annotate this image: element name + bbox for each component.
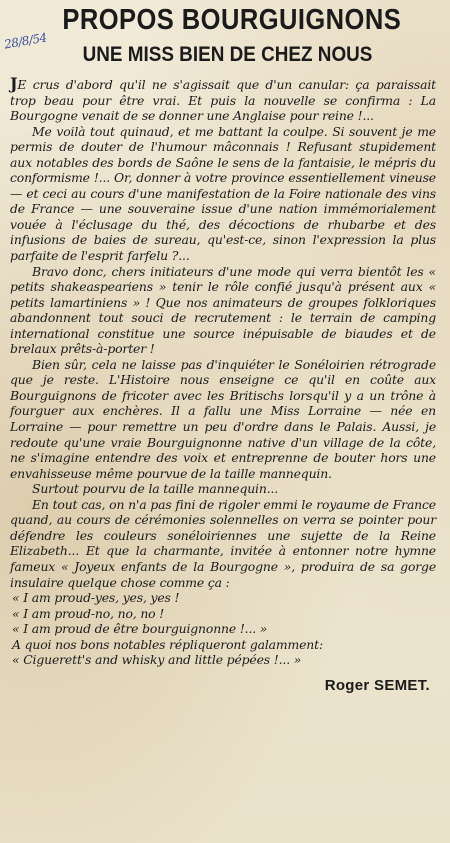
article-body bbox=[10, 76, 436, 668]
quote-line-1: « I am proud-yes, yes, yes ! bbox=[12, 590, 180, 606]
drop-cap: J bbox=[10, 74, 18, 93]
article-paragraph-5: Surtout pourvu de la taille mannequin... bbox=[32, 481, 279, 497]
quote-line-3: « I am proud de être bourguignonne !... » bbox=[12, 621, 268, 637]
article-paragraph-1 bbox=[10, 76, 436, 124]
article-paragraph-4: Bien sûr, cela ne laisse pas d'inquiéter le Sonéloirien rétrograde que je reste. L'Histoire nous enseigne ce qu'il en coûte aux Bourguignons de fricoter avec les Britischs lorsqu'il y a un trône à fourguer aux enchères. Il a fallu une Miss Lorraine — née en Lorraine — pour remettre un peu d'ordre dans le Palais. Aussi, je redoute qu'une vraie Bourguignonne native d'un village de la côte, ne s'imagine entendre des voix et entreprenne de bouter hors une envahisseuse même pourvue de la taille mannequin. bbox=[10, 356, 436, 481]
article-paragraph-6: En tout cas, on n'a pas fini de rigoler emmi le royaume de France quand, au cours de cérémonies solennelles on verra se pointer pour défendre les couleurs sonéloiriennes une sujette de la Reine Elizabeth... Et que la charmante, invitée à entonner notre hymne fameux « Joyeux enfants de la Bourgogne », produira de sa gorge insulaire quelque chose comme ça : bbox=[10, 496, 436, 590]
paragraph-text: E crus d'abord qu'il ne s'agissait que d'un canular: ça paraissait trop beau pour être vrai. Et puis la nouvelle se confirma : La Bourgogne venait de se donner une Anglaise pour reine !... bbox=[10, 77, 436, 124]
closing-line-1: A quoi nos bons notables répliqueront galamment: bbox=[12, 636, 323, 652]
article-paragraph-3: Bravo donc, chers initiateurs d'une mode qui verra bientôt les « petits shakeaspeariens » tenir le rôle confié jusqu'à présent aux « petits lamartiniens » ! Que nos animateurs de groupes folkloriques abandonnent tout souci de recrutement : le terrain de camping international constitue une source inépuisable de biaudes et de brelaux prêts-à-porter ! bbox=[10, 263, 436, 357]
handwritten-date: 28/8/54 bbox=[3, 30, 48, 52]
quote-line-2: « I am proud-no, no, no ! bbox=[12, 605, 165, 621]
closing-line-2: « Ciguerett's and whisky and little pépées !... » bbox=[12, 652, 302, 668]
article-title: PROPOS BOURGUIGNONS bbox=[62, 4, 402, 36]
author-signature: Roger SEMET. bbox=[324, 676, 430, 694]
article-subtitle: UNE MISS BIEN DE CHEZ NOUS bbox=[82, 43, 373, 66]
article-paragraph-2: Me voilà tout quinaud, et me battant la coulpe. Si souvent je me permis de douter de l'humour mâconnais ! Refusant stupidement aux notables des bords de Saône le sens de la fantaisie, le mépris du conformisme !... Or, donner à votre province essentiellement vineuse — et ceci au cours d'une manifestation de la Foire nationale des vins de France — une souveraine issue d'une nation immémorialement vouée à l'éclusage du thé, des décoctions de rhubarbe et des infusions de baies de sureau, qu'est-ce, sinon l'expression la plus parfaite de l'esprit farfelu ?... bbox=[10, 123, 436, 264]
